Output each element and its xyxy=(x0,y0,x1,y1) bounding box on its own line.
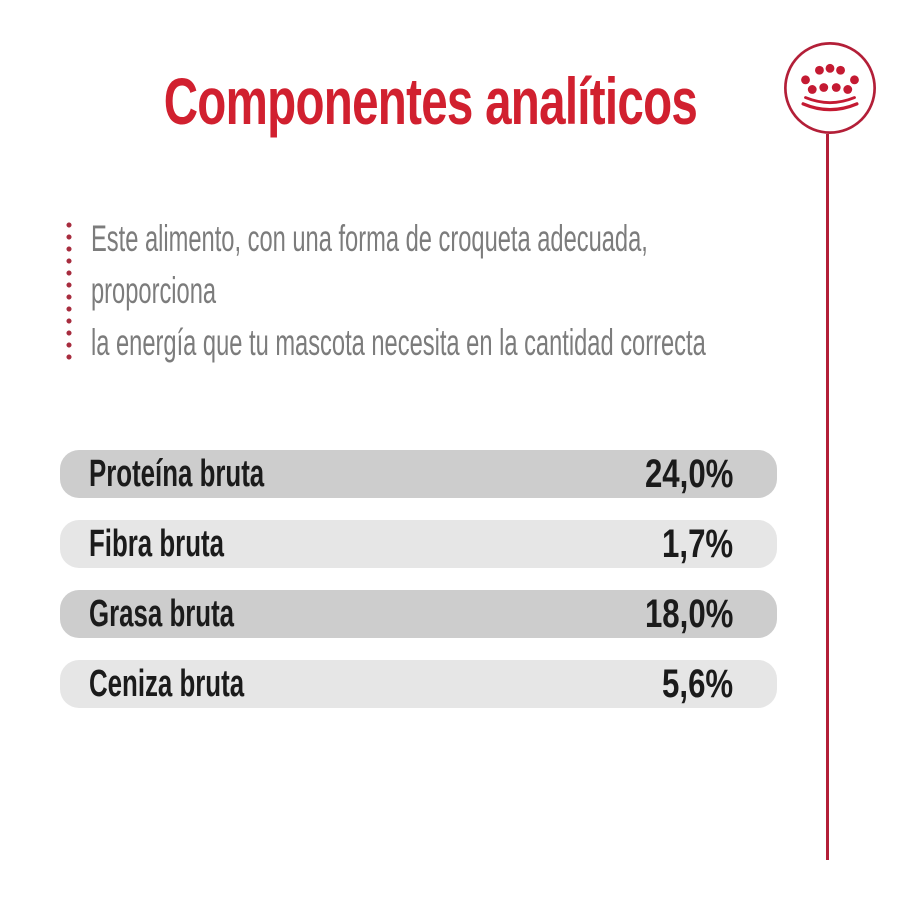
analytical-components-table xyxy=(60,450,777,730)
row-label: Proteína bruta xyxy=(89,453,265,495)
table-row xyxy=(60,660,777,708)
row-label: Ceniza bruta xyxy=(89,663,245,705)
page-title-text: Componentes analíticos xyxy=(163,64,698,138)
intro-paragraph xyxy=(91,213,706,369)
vertical-rule xyxy=(826,134,829,860)
row-value: 5,6% xyxy=(661,662,733,706)
table-row xyxy=(60,520,777,568)
table-row xyxy=(60,590,777,638)
intro-line: proporciona xyxy=(91,270,217,311)
dotted-accent-line xyxy=(66,221,72,363)
intro-line: la energía que tu mascota necesita en la cantidad correcta xyxy=(91,322,706,363)
table-row xyxy=(60,450,777,498)
row-value: 18,0% xyxy=(644,592,733,636)
row-label: Grasa bruta xyxy=(89,593,235,635)
row-label: Fibra bruta xyxy=(89,523,224,565)
intro-line: Este alimento, con una forma de croqueta adecuada, xyxy=(91,218,648,259)
royal-canin-crown-icon xyxy=(782,40,878,136)
row-value: 24,0% xyxy=(644,452,733,496)
page-title xyxy=(60,64,777,138)
row-value: 1,7% xyxy=(661,522,733,566)
